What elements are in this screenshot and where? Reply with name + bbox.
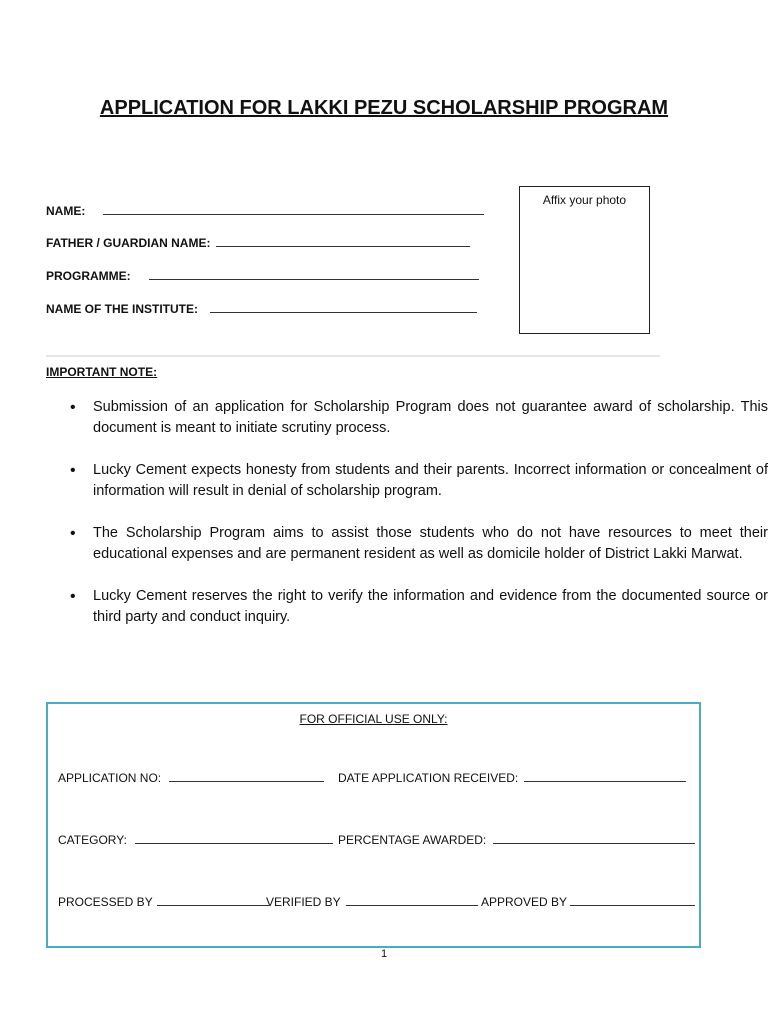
date-received-line[interactable]	[524, 781, 686, 782]
important-note-list	[46, 397, 768, 649]
processed-by-line[interactable]	[157, 905, 269, 906]
percentage-awarded-field[interactable]	[338, 833, 695, 847]
category-field[interactable]	[58, 833, 333, 847]
list-item: • Submission of an application for Scholarship Program does not guarantee award of scholarship. This document is meant to initiate scrutiny process.	[93, 397, 768, 439]
programme-label: PROGRAMME:	[46, 269, 131, 283]
list-item: • The Scholarship Program aims to assist those students who do not have resources to meet their educational expenses and are permanent resident as well as domicile holder of District Lakki Marwat.	[93, 523, 768, 565]
category-line[interactable]	[135, 843, 333, 844]
guardian-line[interactable]	[216, 246, 470, 247]
guardian-field[interactable]	[46, 236, 470, 250]
approved-by-label: APPROVED BY	[481, 895, 568, 909]
application-no-field[interactable]	[58, 771, 324, 785]
institute-label: NAME OF THE INSTITUTE:	[46, 302, 198, 316]
important-note-heading: IMPORTANT NOTE:	[46, 365, 158, 379]
page-title: APPLICATION FOR LAKKI PEZU SCHOLARSHIP PROGRAM	[99, 97, 669, 119]
date-received-label: DATE APPLICATION RECEIVED:	[338, 771, 519, 785]
application-no-line[interactable]	[169, 781, 324, 782]
list-item: • Lucky Cement expects honesty from students and their parents. Incorrect information or concealment of information will result in denial of scholarship program.	[93, 460, 768, 502]
photo-box-label: Affix your photo	[542, 193, 627, 207]
name-label: NAME:	[46, 204, 86, 218]
name-line[interactable]	[103, 214, 484, 215]
verified-by-line[interactable]	[346, 905, 478, 906]
processed-by-field[interactable]	[58, 895, 269, 909]
date-received-field[interactable]	[338, 771, 686, 785]
programme-field[interactable]	[46, 269, 479, 283]
page-number: 1	[380, 948, 388, 960]
approved-by-field[interactable]	[481, 895, 695, 909]
verified-by-label: VERIFIED BY	[266, 895, 341, 909]
verified-by-field[interactable]	[266, 895, 478, 909]
application-no-label: APPLICATION NO:	[58, 771, 162, 785]
category-label: CATEGORY:	[58, 833, 127, 847]
name-field[interactable]	[46, 204, 484, 218]
programme-line[interactable]	[149, 279, 479, 280]
photo-box[interactable]	[519, 186, 650, 334]
percentage-awarded-label: PERCENTAGE AWARDED:	[338, 833, 487, 847]
percentage-awarded-line[interactable]	[493, 843, 695, 844]
processed-by-label: PROCESSED BY	[58, 895, 153, 909]
guardian-label: FATHER / GUARDIAN NAME:	[46, 236, 211, 250]
official-use-title: FOR OFFICIAL USE ONLY:	[299, 712, 448, 726]
institute-line[interactable]	[210, 312, 477, 313]
list-item: • Lucky Cement reserves the right to verify the information and evidence from the documented source or third party and conduct inquiry.	[93, 586, 768, 628]
section-divider	[46, 355, 660, 357]
approved-by-line[interactable]	[570, 905, 695, 906]
official-use-box	[46, 702, 701, 948]
institute-field[interactable]	[46, 302, 477, 316]
